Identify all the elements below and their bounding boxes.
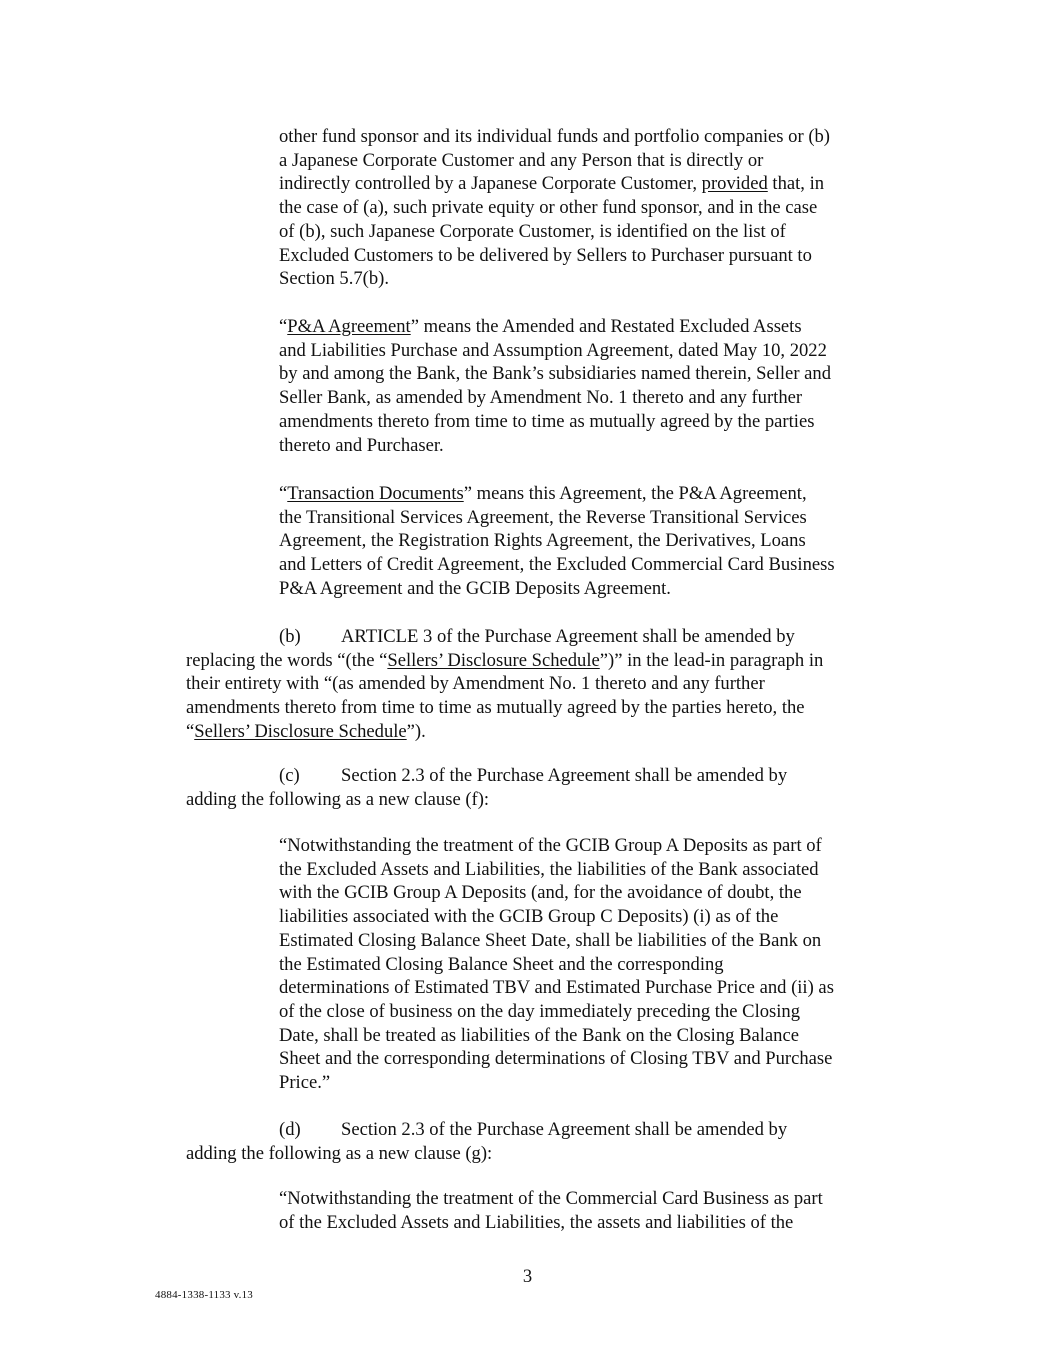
text-line: with the GCIB Group A Deposits (and, for the avoidance of doubt, the — [279, 882, 802, 904]
clause-c — [186, 764, 926, 811]
text-line — [186, 1118, 926, 1142]
text-line: amendments thereto from time to time as mutually agreed by the parties hereto, the — [186, 697, 805, 719]
text-fragment: that, in — [767, 173, 825, 195]
text-line: thereto and Purchaser. — [279, 434, 444, 456]
clause-label: (c) — [279, 765, 300, 786]
clause-label: (d) — [279, 1119, 301, 1140]
text-line: a Japanese Corporate Customer and any Person that is directly or — [279, 149, 764, 171]
text-line: and Liabilities Purchase and Assumption Agreement, dated May 10, 2022 — [279, 339, 827, 361]
text-line: other fund sponsor and its individual funds and portfolio companies or (b) — [279, 126, 831, 147]
text-line: and Letters of Credit Agreement, the Excluded Commercial Card Business — [279, 554, 835, 576]
text-line: of (b), such Japanese Corporate Customer, is identified on the list of — [279, 220, 786, 242]
text-line: determinations of Estimated TBV and Estimated Purchase Price and (ii) as — [279, 977, 834, 999]
text-line: by and among the Bank, the Bank’s subsidiaries named therein, Seller and — [279, 363, 832, 385]
text-line — [279, 172, 919, 196]
text-line — [186, 764, 926, 788]
text-line: the Excluded Assets and Liabilities, the liabilities of the Bank associated — [279, 858, 819, 880]
text-fragment: indirectly controlled by a Japanese Corporate Customer, — [279, 173, 702, 195]
transaction-documents-definition — [279, 482, 919, 601]
text-line: Agreement, the Registration Rights Agreement, the Derivatives, Loans — [279, 530, 806, 552]
text-line: Date, shall be treated as liabilities of the Bank on the Closing Balance — [279, 1024, 799, 1046]
text-line — [186, 625, 926, 649]
text-line — [186, 649, 926, 673]
text-line: P&A Agreement and the GCIB Deposits Agreement. — [279, 577, 671, 599]
text-line: “Notwithstanding the treatment of the GCIB Group A Deposits as part of — [279, 835, 822, 856]
defined-term: Sellers’ Disclosure Schedule — [194, 720, 407, 742]
text-line: liabilities associated with the GCIB Group C Deposits) (i) as of the — [279, 906, 779, 928]
text-line: Price.” — [279, 1072, 331, 1094]
provided-underlined-term: provided — [701, 173, 768, 195]
text-fragment: “ — [279, 483, 288, 504]
text-line: their entirety with “(as amended by Amendment No. 1 thereto and any further — [186, 673, 765, 695]
text-fragment: ARTICLE 3 of the Purchase Agreement shall be amended by — [341, 626, 795, 647]
text-line: Section 5.7(b). — [279, 268, 389, 290]
text-line — [186, 720, 926, 744]
document-id: 4884-1338-1133 v.13 — [155, 1289, 254, 1301]
clause-d — [186, 1118, 926, 1165]
text-fragment: “ — [186, 720, 195, 742]
text-line — [279, 315, 919, 339]
clause-f-quote — [279, 834, 919, 1095]
text-fragment: ” means the Amended and Restated Excluded Assets — [410, 316, 802, 337]
page-number: 3 — [522, 1266, 533, 1287]
text-fragment: Section 2.3 of the Purchase Agreement shall be amended by — [341, 1119, 788, 1140]
text-line: Seller Bank, as amended by Amendment No. 1 thereto and any further — [279, 387, 803, 409]
clause-label: (b) — [279, 626, 301, 647]
text-line: the case of (a), such private equity or other fund sponsor, and in the case — [279, 197, 818, 219]
text-fragment: ”)” in the lead-in paragraph in — [599, 649, 824, 671]
text-line: the Estimated Closing Balance Sheet and the corresponding — [279, 953, 724, 975]
pa-agreement-definition — [279, 315, 919, 457]
text-fragment: Section 2.3 of the Purchase Agreement shall be amended by — [341, 765, 788, 786]
text-line — [279, 482, 919, 506]
text-line: Sheet and the corresponding determinations of Closing TBV and Purchase — [279, 1048, 833, 1070]
clause-g-quote — [279, 1187, 919, 1234]
excluded-customer-definition-continued — [279, 125, 919, 291]
text-line: the Transitional Services Agreement, the Reverse Transitional Services — [279, 506, 807, 528]
text-fragment: ” means this Agreement, the P&A Agreement, — [463, 483, 807, 504]
clause-b — [186, 625, 926, 744]
text-fragment: “ — [279, 316, 288, 337]
defined-term: Transaction Documents — [287, 483, 464, 504]
text-fragment: replacing the words “(the “ — [186, 649, 388, 671]
text-line: adding the following as a new clause (g): — [186, 1142, 493, 1164]
defined-term: P&A Agreement — [287, 316, 411, 337]
text-line: Excluded Customers to be delivered by Sellers to Purchaser pursuant to — [279, 244, 812, 266]
text-line: “Notwithstanding the treatment of the Commercial Card Business as part — [279, 1188, 823, 1209]
text-fragment: ”). — [406, 720, 426, 742]
defined-term: Sellers’ Disclosure Schedule — [387, 649, 600, 671]
text-line: of the Excluded Assets and Liabilities, the assets and liabilities of the — [279, 1211, 794, 1233]
text-line: Estimated Closing Balance Sheet Date, shall be liabilities of the Bank on — [279, 929, 822, 951]
text-line: of the close of business on the day immediately preceding the Closing — [279, 1000, 801, 1022]
text-line: adding the following as a new clause (f): — [186, 788, 490, 810]
text-line: amendments thereto from time to time as mutually agreed by the parties — [279, 410, 815, 432]
